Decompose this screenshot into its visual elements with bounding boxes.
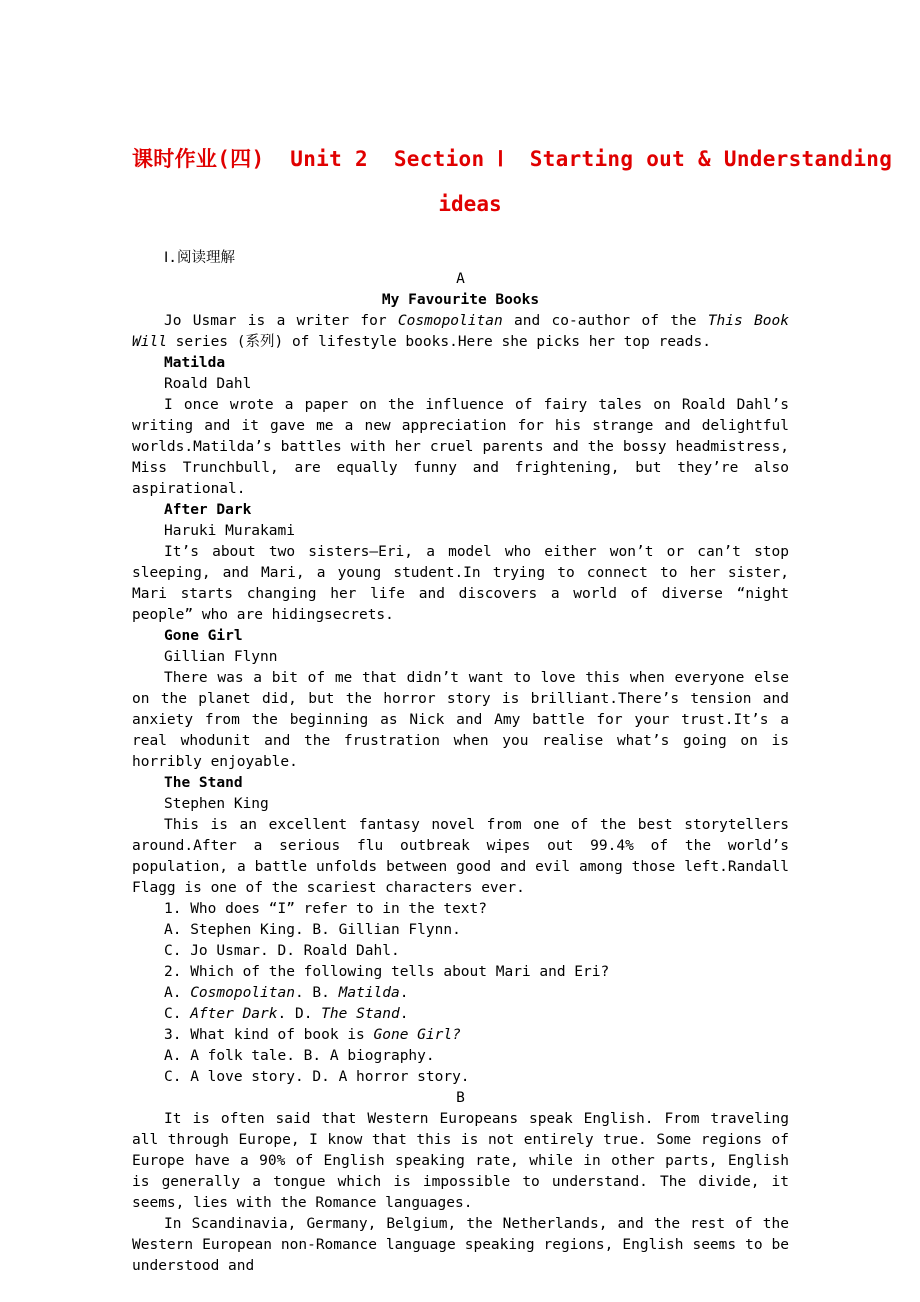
question-3-stem: 3. What kind of book is Gone Girl? (164, 1027, 461, 1043)
book-title: Matilda (164, 355, 226, 371)
magazine-name: Cosmopolitan (397, 313, 503, 329)
book-review: I once wrote a paper on the influence of fairy tales on Roald Dahl’s writing and it gave me a new appreciation for his strange and delightful worlds.Matilda’s battles with her cruel parents and the bossy headmistress, Miss Trunchbull, are equally funny and frightening, but they’re also aspirational. (132, 397, 789, 497)
series-name: This Book Will (132, 313, 789, 350)
question-1-options-cd: C. Jo Usmar. D. Roald Dahl. (164, 943, 400, 959)
question-2-options-cd: C. After Dark. D. The Stand. (164, 1006, 409, 1022)
passage-a-heading: My Favourite Books (381, 292, 540, 308)
passage-a-intro: Jo Usmar is a writer for Cosmopolitan and co-author of the This Book Will series (系列) of lifestyle books.Here she picks her top reads. (132, 313, 789, 350)
question-3-options-cd: C. A love story. D. A horror story. (164, 1069, 470, 1085)
book-review: It’s about two sisters—Eri, a model who either won’t or can’t stop sleeping, and Mari, a young student.In trying to connect to her sister, Mari starts changing her life and discovers a world of diverse “night people” who are hidingsecrets. (132, 544, 789, 623)
page-title-line-2: ideas (438, 192, 502, 216)
book-review: There was a bit of me that didn’t want to love this when everyone else on the planet did, but the horror story is brilliant.There’s tension and anxiety from the beginning as Nick and Amy battle for your trust.It’s a real whodunit and the frustration when you realise what’s going on is horribly enjoyable. (132, 670, 789, 770)
question-1-stem: 1. Who does “I” refer to in the text? (164, 901, 488, 917)
book-title: After Dark (164, 502, 252, 518)
section-label: Ⅰ.阅读理解 (164, 250, 236, 266)
question-2-options-ab: A. Cosmopolitan. B. Matilda. (164, 985, 409, 1001)
book-title: Gone Girl (164, 628, 243, 644)
page-title-line-1: 课时作业(四) Unit 2 Section Ⅰ Starting out & Understanding (132, 147, 893, 171)
book-author: Roald Dahl (164, 376, 252, 392)
book-author: Gillian Flynn (164, 649, 278, 665)
question-3-options-ab: A. A folk tale. B. A biography. (164, 1048, 435, 1064)
passage-b-paragraph-2: In Scandinavia, Germany, Belgium, the Netherlands, and the rest of the Western European non-Romance language speaking regions, English seems to be understood and (132, 1216, 789, 1274)
question-1-options-ab: A. Stephen King. B. Gillian Flynn. (164, 922, 461, 938)
question-2-stem: 2. Which of the following tells about Mari and Eri? (164, 964, 610, 980)
passage-a-letter: A (456, 271, 465, 287)
book-review: This is an excellent fantasy novel from one of the best storytellers around.After a serious flu outbreak wipes out 99.4% of the world’s population, a battle unfolds between good and evil among those left.Randall Flagg is one of the scariest characters ever. (132, 817, 789, 896)
book-title: The Stand (164, 775, 243, 791)
book-author: Stephen King (164, 796, 269, 812)
passage-b-paragraph-1: It is often said that Western Europeans speak English. From traveling all through Europe, I know that this is not entirely true. Some regions of Europe have a 90% of English speaking rate, while in other parts, English is generally a tongue which is impossible to understand. The divide, it seems, lies with the Romance languages. (132, 1111, 789, 1211)
passage-b-letter: B (456, 1090, 465, 1106)
document-body (132, 248, 789, 1277)
book-author: Haruki Murakami (164, 523, 295, 539)
